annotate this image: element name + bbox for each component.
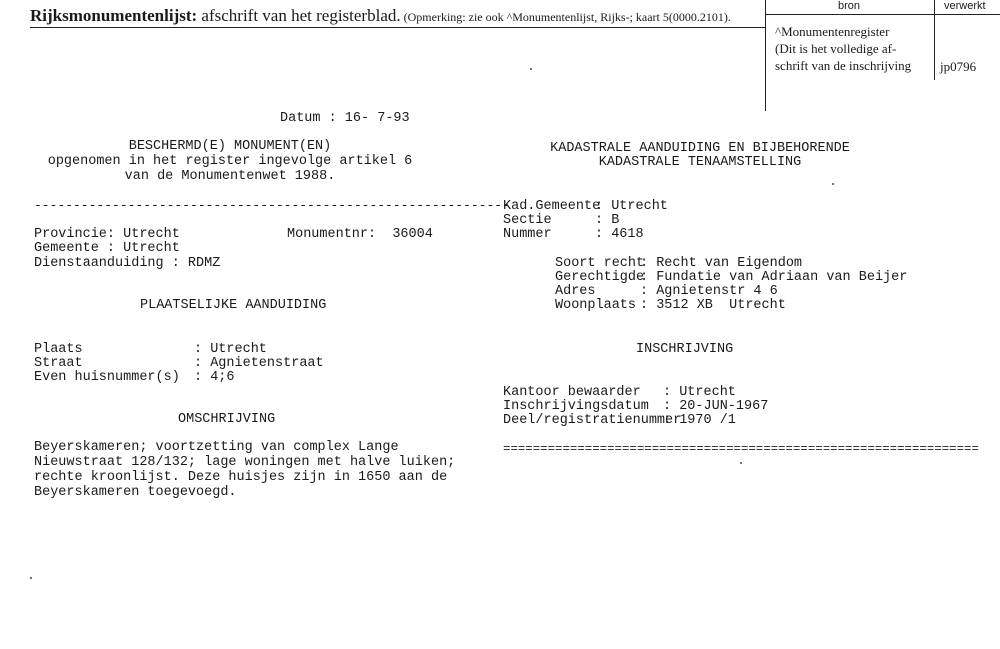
omschrijving-text — [34, 440, 455, 500]
datum: Datum : 16- 7-93 — [280, 111, 410, 126]
dashed-separator: ------------------------------------------------------------- — [34, 198, 510, 213]
box-border-top — [765, 14, 1000, 15]
heading-line: KADASTRALE TENAAMSTELLING — [598, 155, 802, 170]
kad-gemeente-value: : Utrecht — [595, 199, 668, 214]
bron-text — [775, 23, 911, 74]
double-line-separator: ================================================================ — [503, 442, 979, 456]
scan-speck — [832, 183, 834, 185]
plaatselijke-heading: PLAATSELIJKE AANDUIDING — [140, 298, 327, 313]
inschrijvingsdatum-label: Inschrijvingsdatum — [503, 399, 649, 414]
plaats-label: Plaats — [34, 342, 83, 357]
scan-speck — [530, 68, 532, 70]
heading-line: opgenomen in het register ingevolge artikel 6 — [47, 154, 413, 169]
soort-recht-label: Soort recht — [555, 256, 645, 271]
straat-value: : Agnietenstraat — [194, 356, 324, 371]
header-title-bold: Rijksmonumentenlijst: — [30, 6, 198, 25]
dienstaanduiding: Dienstaanduiding : RDMZ — [34, 256, 221, 271]
nummer-label: Nummer — [503, 227, 552, 242]
sectie-label: Sectie — [503, 213, 552, 228]
column-header-bron: bron — [838, 0, 861, 12]
kantoor-value: : Utrecht — [663, 385, 736, 400]
document-header — [30, 6, 731, 26]
bron-line: ^Monumentenregister — [775, 24, 890, 39]
registratienummer-value: : 1970 /1 — [663, 413, 736, 428]
heading-line: BESCHERMD(E) MONUMENT(EN) — [128, 139, 332, 154]
box-border-middle — [934, 0, 935, 80]
woonplaats-label: Woonplaats — [555, 298, 637, 313]
gemeente: Gemeente : Utrecht — [34, 241, 180, 256]
straat-label: Straat — [34, 356, 83, 371]
box-border-left — [765, 0, 766, 111]
header-rule — [30, 27, 765, 28]
adres-value: : Agnietenstr 4 6 — [640, 284, 778, 299]
column-header-verwerkt: verwerkt — [944, 0, 986, 12]
nummer-value: : 4618 — [595, 227, 644, 242]
huisnummer-label: Even huisnummer(s) — [34, 370, 180, 385]
inschrijving-heading: INSCHRIJVING — [636, 342, 734, 357]
omschrijving-line: Nieuwstraat 128/132; lage woningen met halve luiken; — [34, 455, 456, 470]
woonplaats-value: : 3512 XB Utrecht — [640, 298, 786, 313]
omschrijving-line: rechte kroonlijst. Deze huisjes zijn in 1650 aan de — [34, 470, 448, 485]
verwerkt-id: jp0796 — [940, 59, 977, 74]
soort-recht-value: : Recht van Eigendom — [640, 256, 803, 271]
kadastrale-heading — [500, 142, 900, 170]
plaats-value: : Utrecht — [194, 342, 267, 357]
sectie-value: : B — [595, 213, 620, 228]
huisnummer-value: : 4;6 — [194, 370, 235, 385]
monumentnr: Monumentnr: 36004 — [287, 227, 433, 242]
scan-speck — [740, 462, 742, 464]
heading-line: KADASTRALE AANDUIDING EN BIJBEHORENDE — [550, 141, 850, 156]
bron-line: schrift van de inschrijving — [775, 58, 912, 73]
omschrijving-line: Beyerskameren; voortzetting van complex Lange — [34, 440, 399, 455]
heading-line: van de Monumentenwet 1988. — [124, 169, 336, 184]
gerechtigde-label: Gerechtigde — [555, 270, 645, 285]
bron-line: (Dit is het volledige af- — [775, 41, 897, 56]
header-note: (Opmerking: zie ook ^Monumentenlijst, Rijks-; kaart 5(0000.2101). — [400, 10, 731, 24]
registratienummer-label: Deel/registratienummer — [503, 413, 682, 428]
kantoor-label: Kantoor bewaarder — [503, 385, 641, 400]
inschrijvingsdatum-value: : 20-JUN-1967 — [663, 399, 769, 414]
header-title: afschrift van het registerblad. — [197, 6, 401, 25]
adres-label: Adres — [555, 284, 596, 299]
kad-gemeente-label: Kad.Gemeente — [503, 199, 601, 214]
gerechtigde-value: : Fundatie van Adriaan van Beijer — [640, 270, 908, 285]
scan-speck — [30, 577, 32, 579]
omschrijving-line: Beyerskameren toegevoegd. — [34, 485, 237, 500]
provincie: Provincie: Utrecht — [34, 227, 180, 242]
omschrijving-heading: OMSCHRIJVING — [178, 412, 276, 427]
monument-heading — [30, 139, 430, 184]
